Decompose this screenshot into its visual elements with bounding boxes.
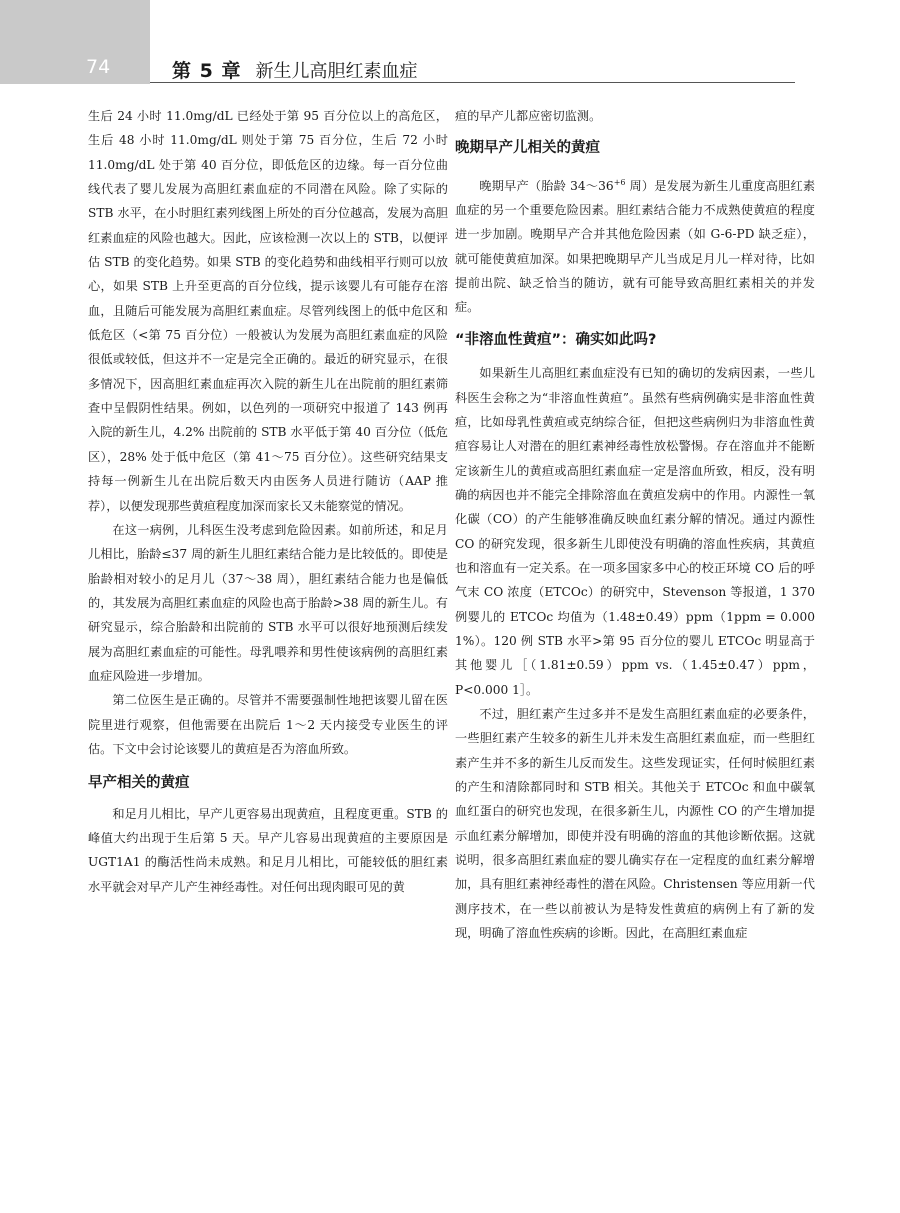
- section-heading: “非溶血性黄疸”：确实如此吗?: [455, 331, 657, 348]
- page-number: 74: [86, 56, 111, 78]
- header-divider: [150, 82, 795, 83]
- chapter-title: 新生儿高胆红素血症: [255, 61, 418, 82]
- superscript: +6: [613, 177, 626, 187]
- chapter-heading: [172, 56, 417, 83]
- paragraph: 疸的早产儿都应密切监测。: [455, 109, 602, 123]
- page-number-tab: [0, 0, 150, 84]
- right-column: [455, 104, 815, 945]
- paragraph: 不过，胆红素产生过多并不是发生高胆红素血症的必要条件，一些胆红素产生较多的新生儿并未发生高胆红素血症，而一些胆红素产生并不多的新生儿反而发生。这些发现证实，任何时候胆红素的产生和清除都同时和 STB 相关。其他关于 ETCOc 和血中碳氧血红蛋白的研究也发现，在很多新生儿，内源性 CO 的产生增加提示血红素分解增加，即使并没有明确的溶血的其他诊断依据。这就说明，很多高胆红素血症的婴儿确实存在一定程度的血红素分解增加，具有胆红素神经毒性的潜在风险。Christensen 等应用新一代测序技术，在一些以前被认为是特发性黄疸的病例上有了新的发现，明确了溶血性疾病的诊断。因此，在高胆红素血症: [455, 706, 815, 941]
- paragraph: 和足月儿相比，早产儿更容易出现黄疸，且程度更重。STB 的峰值大约出现于生后第 5 天。早产儿容易出现黄疸的主要原因是 UGT1A1 的酶活性尚未成熟。和足月儿相比，可能较低的胆红素水平就会对早产儿产生神经毒性。对任何出现肉眼可见的黄: [88, 806, 448, 894]
- left-column: [88, 104, 448, 899]
- text-run: 晚期早产（胎龄 34～36: [479, 178, 614, 193]
- chapter-number: 第 5 章: [172, 60, 242, 82]
- paragraph: 第二位医生是正确的。尽管并不需要强制性地把该婴儿留在医院里进行观察，但他需要在出院后 1～2 天内接受专业医生的评估。下文中会讨论该婴儿的黄疸是否为溶血所致。: [88, 693, 448, 756]
- section-heading: 早产相关的黄疸: [88, 775, 190, 792]
- paragraph: [455, 171, 815, 320]
- text-run: 周）是发展为新生儿重度高胆红素血症的另一个重要危险因素。胆红素结合能力不成熟使黄疸的程度进一步加剧。晚期早产合并其他危险因素（如 G-6-PD 缺乏症），就可能使黄疸加深。如果把晚期早产儿当成足月儿一样对待，比如提前出院、缺乏恰当的随访，就有可能导致高胆红素相关的并发症。: [455, 178, 816, 315]
- section-heading: 晚期早产儿相关的黄疸: [455, 140, 600, 157]
- paragraph: 在这一病例，儿科医生没考虑到危险因素。如前所述，和足月儿相比，胎龄≤37 周的新生儿胆红素结合能力是比较低的。即使是胎龄相对较小的足月儿（37～38 周），胆红素结合能力也是偏低的，其发展为高胆红素血症的风险也高于胎龄>38 周的新生儿。有研究显示，综合胎龄和出院前的 STB 水平可以很好地预测后续发展为高胆红素血症的可能性。母乳喂养和男性使该病例的高胆红素血症风险进一步增加。: [88, 522, 448, 683]
- paragraph: 如果新生儿高胆红素血症没有已知的确切的发病因素，一些儿科医生会称之为“非溶血性黄疸”。虽然有些病例确实是非溶血性黄疸，比如母乳性黄疸或克纳综合征，但把这些病例归为非溶血性黄疸容易让人对潜在的胆红素神经毒性放松警惕。存在溶血并不能断定该新生儿的黄疸或高胆红素血症一定是溶血所致，相反，没有明确的病因也并不能完全排除溶血在黄疸发病中的作用。内源性一氧化碳（CO）的产生能够准确反映血红素分解的情况。通过内源性 CO 的研究发现，很多新生儿即使没有明确的溶血性疾病，其黄疸也和溶血有一定关系。在一项多国家多中心的校正环境 CO 后的呼气末 CO 浓度（ETCOc）的研究中，Stevenson 等报道，1 370 例婴儿的 ETCOc 均值为（1.48±0.49）ppm（1ppm = 0.000 1%）。120 例 STB 水平>第 95 百分位的婴儿 ETCOc 明显高于其他婴儿［（1.81±0.59）ppm vs.（1.45±0.47）ppm，P<0.000 1］。: [455, 366, 815, 697]
- paragraph: 生后 24 小时 11.0mg/dL 已经处于第 95 百分位以上的高危区，生后 48 小时 11.0mg/dL 则处于第 75 百分位，生后 72 小时 11.0mg/dL 处于第 40 百分位，即低危区的边缘。每一百分位曲线代表了婴儿发展为高胆红素血症的不同潜在风险。除了实际的 STB 水平，在小时胆红素列线图上所处的百分位越高，发展为高胆红素血症的风险也越大。因此，应该检测一次以上的 STB，以便评估 STB 的变化趋势。如果 STB 的变化趋势和曲线相平行则可以放心，如果 STB 上升至更高的百分位线，提示该婴儿有可能存在溶血，且随后可能发展为高胆红素血症。尽管列线图上的低中危区和低危区（<第 75 百分位）一般被认为发展为高胆红素血症的风险很低或较低，但这并不一定是完全正确的。最近的研究显示，在很多情况下，因高胆红素血症再次入院的新生儿在出院前的胆红素筛查中呈假阴性结果。例如，以色列的一项研究中报道了 143 例再入院的新生儿，4.2% 出院前的 STB 水平低于第 40 百分位（低危区），28% 处于低中危区（第 41～75 百分位）。这些研究结果支持每一例新生儿在出院后数天内由医务人员进行随访（AAP 推荐），以便发现那些黄疸程度加深而家长又未能察觉的情况。: [88, 109, 448, 513]
